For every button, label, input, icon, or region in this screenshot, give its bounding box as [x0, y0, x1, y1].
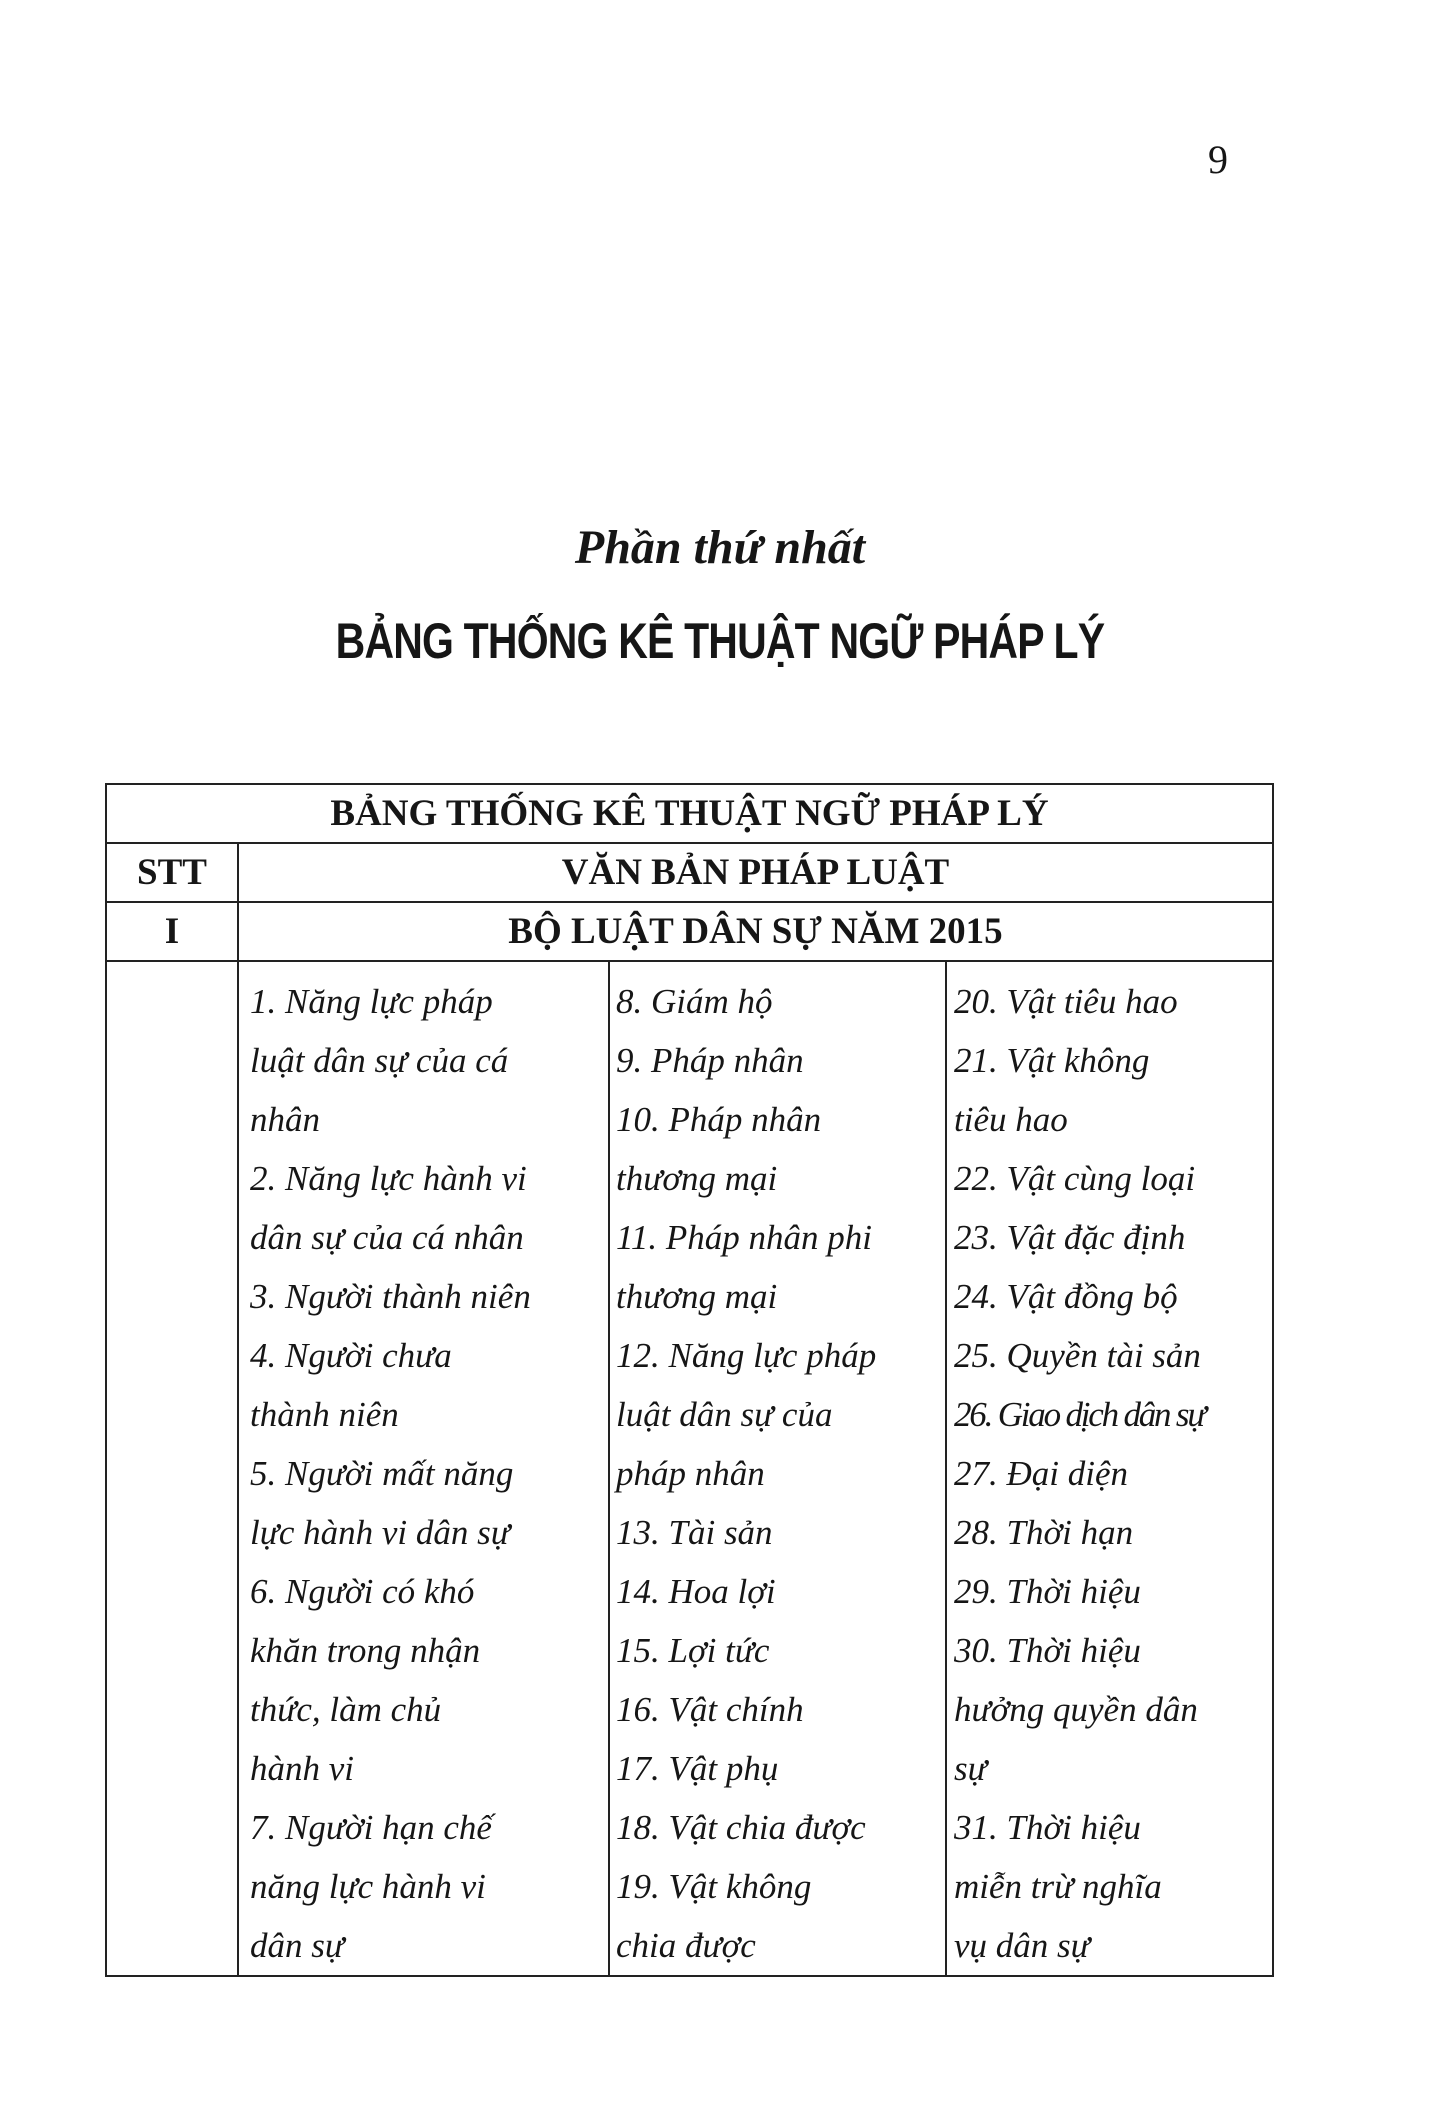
term-line: 25. Quyền tài sản	[954, 1336, 1201, 1375]
term-line: lực hành vi dân sự	[250, 1513, 510, 1552]
term-line: 22. Vật cùng loại	[954, 1159, 1196, 1198]
term-line: hưởng quyền dân	[954, 1690, 1198, 1729]
term-line: 31. Thời hiệu	[954, 1808, 1141, 1847]
term-line: 3. Người thành niên	[250, 1277, 531, 1316]
term-line: dân sự	[250, 1926, 344, 1965]
term-line: 10. Pháp nhân	[616, 1100, 822, 1139]
term-line: 24. Vật đồng bộ	[954, 1277, 1178, 1316]
term-line: thành niên	[250, 1395, 399, 1434]
term-line: luật dân sự của cá	[250, 1041, 509, 1080]
term-line: năng lực hành vi	[250, 1867, 486, 1906]
term-line: thương mại	[616, 1277, 778, 1316]
term-line: 8. Giám hộ	[616, 982, 773, 1021]
term-line: 28. Thời hạn	[954, 1513, 1134, 1552]
term-line: thức, làm chủ	[250, 1690, 442, 1729]
term-line: 17. Vật phụ	[616, 1749, 779, 1788]
term-line: 18. Vật chia được	[616, 1808, 866, 1847]
term-line: 26. Giao dịch dân sự	[954, 1395, 1205, 1434]
term-line: 2. Năng lực hành vi	[250, 1159, 527, 1198]
term-line: 20. Vật tiêu hao	[954, 982, 1178, 1021]
term-line: 9. Pháp nhân	[616, 1041, 804, 1080]
term-line: thương mại	[616, 1159, 778, 1198]
term-line: 23. Vật đặc định	[954, 1218, 1186, 1257]
term-line: 27. Đại diện	[954, 1454, 1129, 1493]
term-line: 19. Vật không	[616, 1867, 812, 1906]
term-line: 7. Người hạn chế	[250, 1808, 492, 1847]
term-line: 29. Thời hiệu	[954, 1572, 1141, 1611]
term-line: 21. Vật không	[954, 1041, 1150, 1080]
term-line: 16. Vật chính	[616, 1690, 804, 1729]
term-line: 12. Năng lực pháp	[616, 1336, 877, 1375]
term-line: 4. Người chưa	[250, 1336, 452, 1375]
part-title: Phần thứ nhất	[574, 521, 866, 574]
term-line: nhân	[250, 1100, 320, 1139]
term-line: 6. Người có khó	[250, 1572, 475, 1611]
term-line: tiêu hao	[954, 1100, 1068, 1139]
header-legal-document: VĂN BẢN PHÁP LUẬT	[238, 843, 1273, 902]
term-line: 11. Pháp nhân phi	[616, 1218, 873, 1257]
terms-column-3	[946, 961, 1273, 1976]
term-line: luật dân sự của	[616, 1395, 833, 1434]
header-stt: STT	[106, 843, 238, 902]
page-number: 9	[1208, 137, 1228, 182]
page-title: BẢNG THỐNG KÊ THUẬT NGỮ PHÁP LÝ	[335, 613, 1105, 669]
term-line: pháp nhân	[616, 1454, 765, 1493]
term-line: chia được	[616, 1926, 756, 1965]
stt-empty-cell	[106, 961, 238, 1976]
section-title: BỘ LUẬT DÂN SỰ NĂM 2015	[238, 902, 1273, 961]
term-line: hành vi	[250, 1749, 355, 1788]
term-line: vụ dân sự	[954, 1926, 1090, 1965]
term-line: sự	[954, 1749, 987, 1788]
section-number: I	[106, 902, 238, 961]
term-line: dân sự của cá nhân	[250, 1218, 524, 1257]
term-line: 14. Hoa lợi	[616, 1572, 776, 1611]
terms-column-2	[609, 961, 946, 1976]
table-caption: BẢNG THỐNG KÊ THUẬT NGỮ PHÁP LÝ	[106, 784, 1273, 843]
term-line: 30. Thời hiệu	[954, 1631, 1141, 1670]
term-line: khăn trong nhận	[250, 1631, 481, 1670]
term-line: 15. Lợi tức	[616, 1631, 770, 1670]
terms-column-1	[238, 961, 609, 1976]
legal-terms-table	[105, 783, 1274, 1977]
term-line: 5. Người mất năng	[250, 1454, 514, 1493]
term-line: 13. Tài sản	[616, 1513, 773, 1552]
term-line: 1. Năng lực pháp	[250, 982, 493, 1021]
term-line: miễn trừ nghĩa	[954, 1867, 1162, 1906]
